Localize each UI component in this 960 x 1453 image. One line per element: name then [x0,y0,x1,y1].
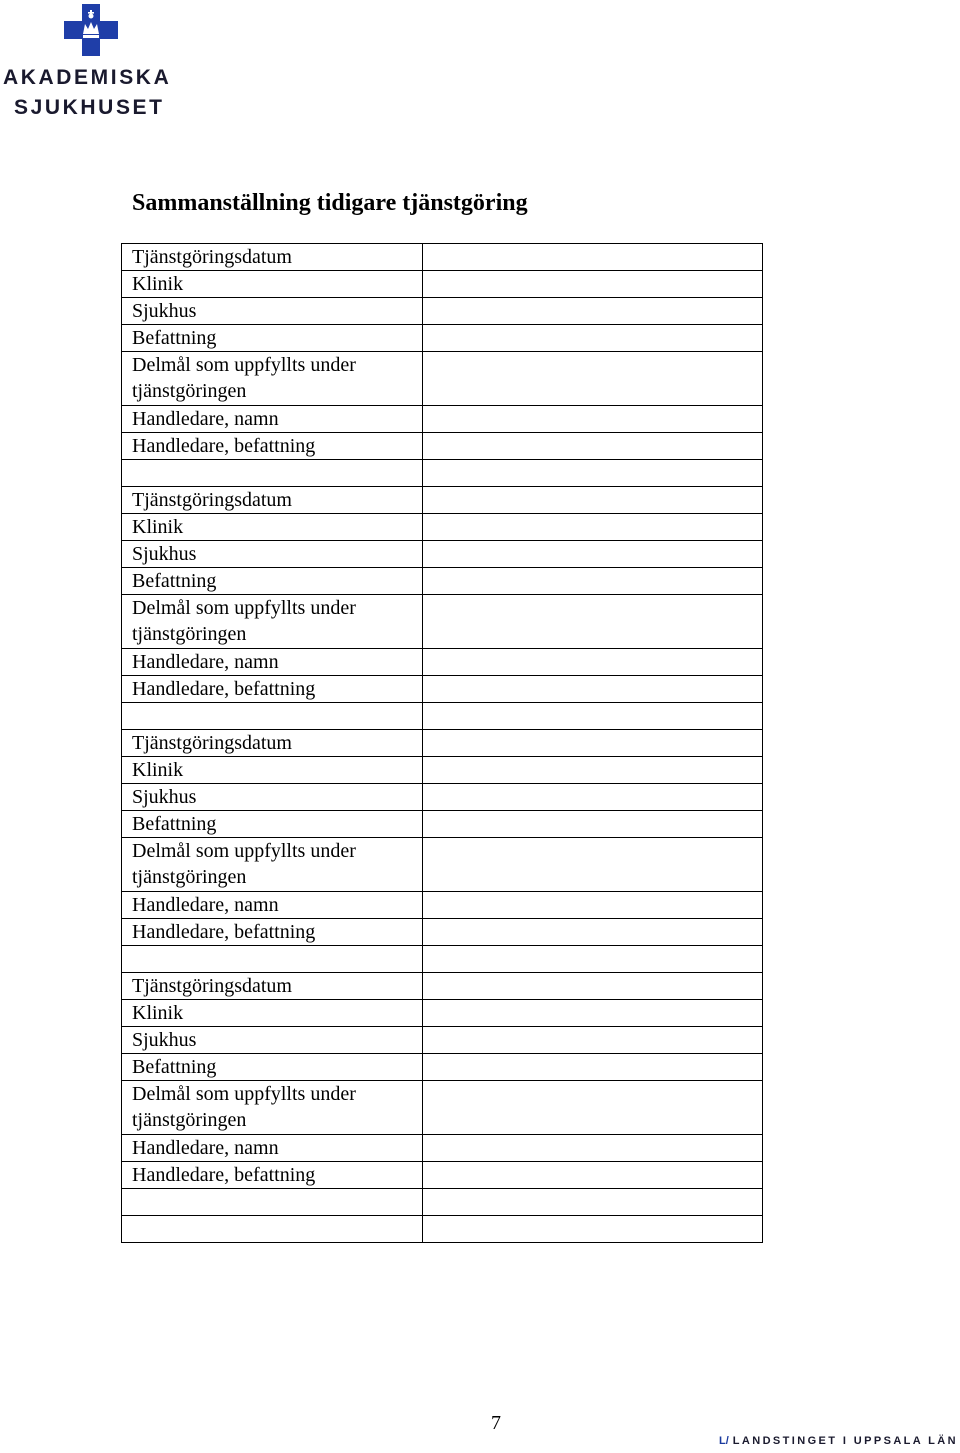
field-value-cell[interactable] [423,1000,763,1027]
service-history-table [121,243,763,1243]
field-label: Handledare, befattning [122,1162,423,1189]
empty-cell[interactable] [423,1189,763,1216]
field-value-cell[interactable] [423,271,763,298]
table-row [122,1162,763,1189]
field-label: Delmål som uppfyllts under tjänstgöringen [122,838,423,892]
field-value-cell[interactable] [423,298,763,325]
table-row [122,244,763,271]
field-value-cell[interactable] [423,838,763,892]
field-value-cell[interactable] [423,973,763,1000]
field-value-cell[interactable] [423,244,763,271]
table-row [122,1081,763,1135]
table-row [122,784,763,811]
table-row [122,1000,763,1027]
field-label: Klinik [122,514,423,541]
table-row [122,919,763,946]
field-label: Tjänstgöringsdatum [122,244,423,271]
table-row [122,541,763,568]
field-value-cell[interactable] [423,406,763,433]
field-label: Befattning [122,811,423,838]
field-label: Delmål som uppfyllts under tjänstgöringen [122,595,423,649]
field-label: Sjukhus [122,298,423,325]
table-row [122,1135,763,1162]
field-label: Handledare, namn [122,892,423,919]
field-value-cell[interactable] [423,1054,763,1081]
table-row [122,406,763,433]
logo-text-line1: AKADEMISKA [3,66,172,89]
field-label: Handledare, namn [122,1135,423,1162]
field-label: Delmål som uppfyllts under tjänstgöringen [122,1081,423,1135]
field-value-cell[interactable] [423,352,763,406]
table-row [122,757,763,784]
separator-row [122,703,763,730]
table-row [122,676,763,703]
hospital-logo [0,0,200,130]
table-row [122,1027,763,1054]
field-value-cell[interactable] [423,676,763,703]
field-value-cell[interactable] [423,1027,763,1054]
field-value-cell[interactable] [423,1162,763,1189]
separator-row [122,946,763,973]
table-row [122,487,763,514]
field-label: Sjukhus [122,784,423,811]
field-value-cell[interactable] [423,1081,763,1135]
field-value-cell[interactable] [423,730,763,757]
field-value-cell[interactable] [423,784,763,811]
table-row [122,352,763,406]
county-name: LANDSTINGET I UPPSALA LÄN [732,1435,958,1447]
field-value-cell[interactable] [423,325,763,352]
empty-cell [122,1189,423,1216]
table-row [122,838,763,892]
field-label: Tjänstgöringsdatum [122,973,423,1000]
field-value-cell[interactable] [423,433,763,460]
empty-cell[interactable] [423,946,763,973]
field-label: Sjukhus [122,1027,423,1054]
field-value-cell[interactable] [423,892,763,919]
table-row [122,892,763,919]
page-number: 7 [491,1412,501,1434]
field-label: Befattning [122,325,423,352]
county-logo-mark: L/ [719,1435,729,1447]
table-row [122,271,763,298]
table-row [122,730,763,757]
footer-brand [719,1435,958,1447]
field-label: Klinik [122,757,423,784]
table-row [122,325,763,352]
field-label: Delmål som uppfyllts under tjänstgöringen [122,352,423,406]
field-value-cell[interactable] [423,541,763,568]
field-label: Handledare, befattning [122,433,423,460]
table-row [122,568,763,595]
field-label: Handledare, namn [122,649,423,676]
field-label: Sjukhus [122,541,423,568]
field-label: Tjänstgöringsdatum [122,487,423,514]
empty-cell [122,946,423,973]
table-row [122,649,763,676]
table-row [122,811,763,838]
separator-row [122,460,763,487]
field-label: Handledare, namn [122,406,423,433]
field-value-cell[interactable] [423,757,763,784]
field-value-cell[interactable] [423,919,763,946]
table-row [122,1054,763,1081]
field-label: Befattning [122,568,423,595]
logo-text-line2: SJUKHUSET [14,96,165,119]
table-row [122,595,763,649]
field-label: Handledare, befattning [122,919,423,946]
field-value-cell[interactable] [423,487,763,514]
table-row [122,973,763,1000]
empty-cell[interactable] [423,1216,763,1243]
separator-row [122,1216,763,1243]
field-value-cell[interactable] [423,568,763,595]
field-value-cell[interactable] [423,1135,763,1162]
field-value-cell[interactable] [423,649,763,676]
page-title: Sammanställning tidigare tjänstgöring [132,190,528,216]
cross-crown-icon [64,4,118,56]
table-row [122,514,763,541]
empty-cell [122,460,423,487]
field-value-cell[interactable] [423,595,763,649]
field-label: Klinik [122,271,423,298]
field-value-cell[interactable] [423,811,763,838]
field-label: Klinik [122,1000,423,1027]
empty-cell [122,1216,423,1243]
table-row [122,298,763,325]
empty-cell[interactable] [423,703,763,730]
field-label: Handledare, befattning [122,676,423,703]
field-label: Befattning [122,1054,423,1081]
field-label: Tjänstgöringsdatum [122,730,423,757]
field-value-cell[interactable] [423,514,763,541]
separator-row [122,1189,763,1216]
empty-cell[interactable] [423,460,763,487]
table-row [122,433,763,460]
empty-cell [122,703,423,730]
